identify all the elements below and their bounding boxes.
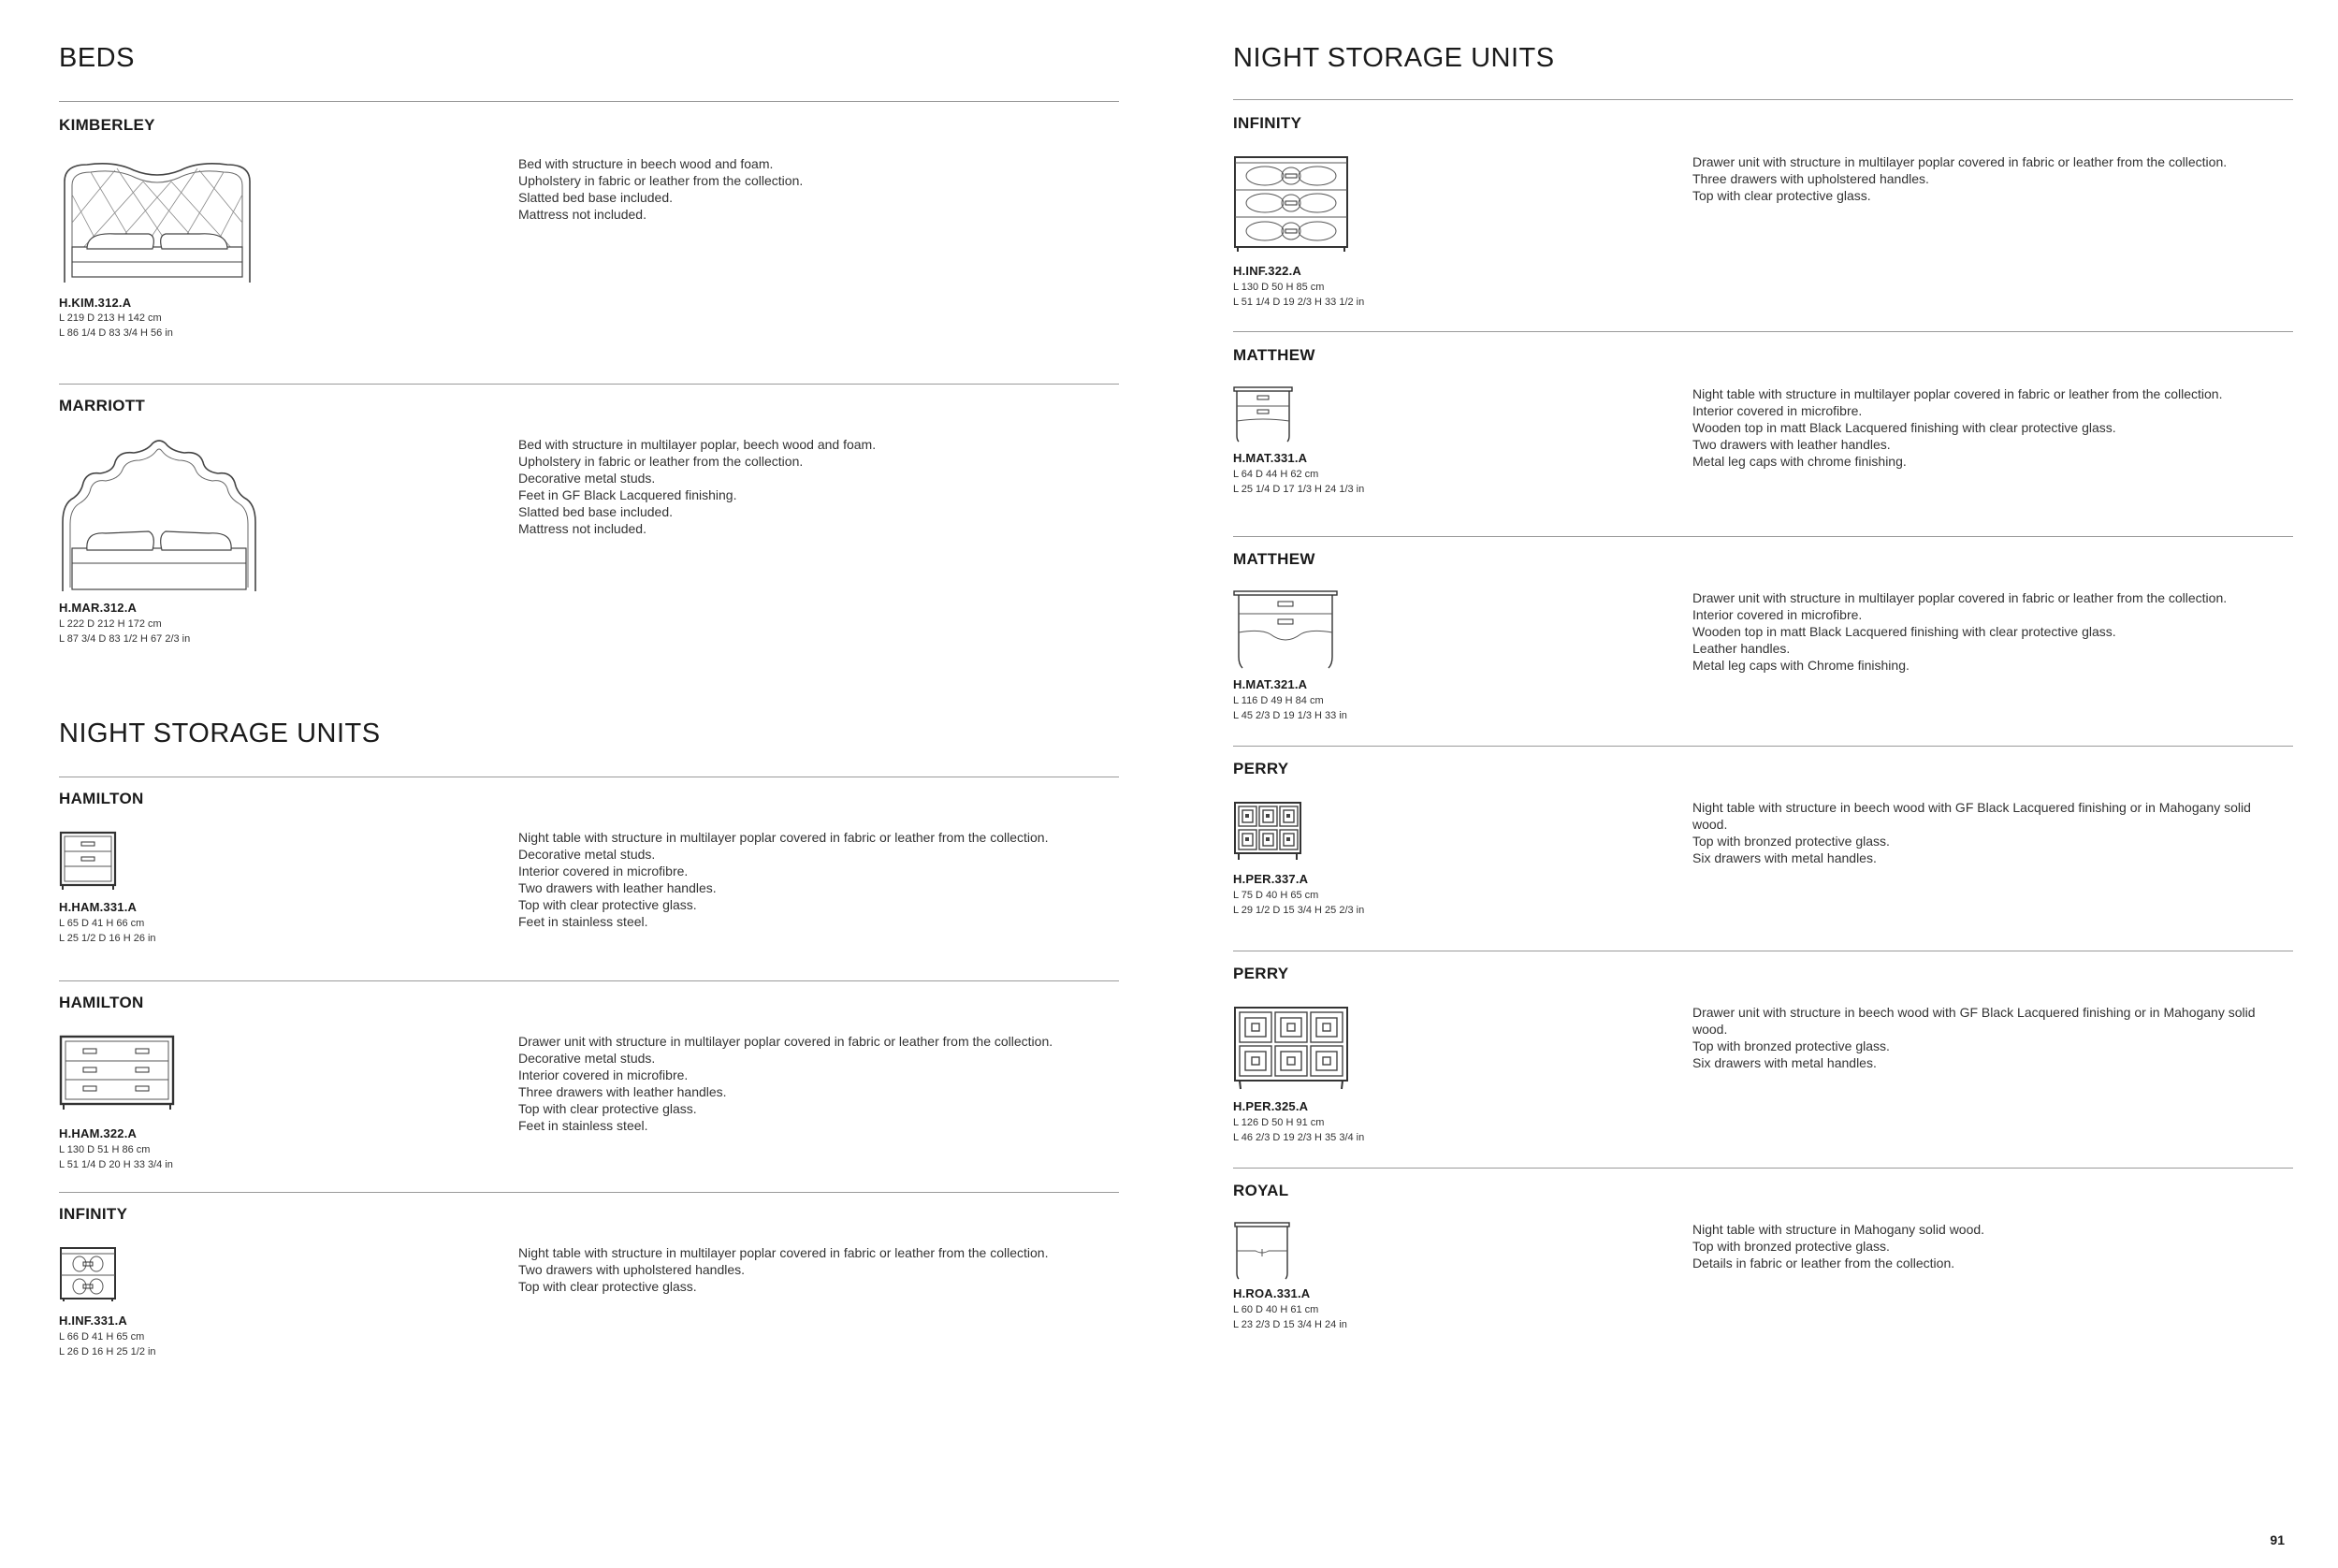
divider xyxy=(59,1192,1119,1193)
divider xyxy=(1233,746,2293,747)
dimensions-cm: L 130 D 51 H 86 cm xyxy=(59,1144,151,1155)
divider xyxy=(1233,536,2293,537)
product-code: H.MAT.331.A xyxy=(1233,451,1308,465)
drawer-unit-icon xyxy=(59,1035,177,1111)
product-name: INFINITY xyxy=(59,1205,128,1223)
curved-night-table-icon xyxy=(1233,385,1293,443)
divider xyxy=(1233,1168,2293,1169)
product-code: H.HAM.322.A xyxy=(59,1126,138,1140)
dimensions-cm: L 116 D 49 H 84 cm xyxy=(1233,695,1324,706)
royal-night-table-icon xyxy=(1233,1221,1293,1281)
page-number: 91 xyxy=(2270,1532,2285,1547)
bed-arched-icon xyxy=(59,438,259,593)
product-code: H.PER.337.A xyxy=(1233,872,1309,886)
product-code: H.INF.331.A xyxy=(59,1314,128,1328)
dimensions-in: L 87 3/4 D 83 1/2 H 67 2/3 in xyxy=(59,633,191,645)
product-name: PERRY xyxy=(1233,760,1289,777)
product-description: Drawer unit with structure in multilayer poplar covered in fabric or leather from the collection. Three drawers with upholstered handles. Top with clear protective glass. xyxy=(1692,154,2228,203)
dimensions-cm: L 219 D 213 H 142 cm xyxy=(59,312,162,324)
product-name: PERRY xyxy=(1233,965,1289,982)
product-name: HAMILTON xyxy=(59,994,144,1011)
product-description: Night table with structure in multilayer poplar covered in fabric or leather from the collection. Decorative metal studs. Interior covered in microfibre. Two drawers with leather handles. Top with clear protective glass. Feet in stainless steel. xyxy=(518,830,1049,929)
dimensions-in: L 25 1/4 D 17 1/3 H 24 1/3 in xyxy=(1233,484,1365,495)
product-name: KIMBERLEY xyxy=(59,116,155,134)
product-name: MATTHEW xyxy=(1233,346,1315,364)
product-code: H.ROA.331.A xyxy=(1233,1286,1311,1300)
dimensions-cm: L 130 D 50 H 85 cm xyxy=(1233,282,1325,293)
product-name: MATTHEW xyxy=(1233,550,1315,568)
dimensions-cm: L 75 D 40 H 65 cm xyxy=(1233,890,1319,901)
product-code: H.PER.325.A xyxy=(1233,1099,1309,1113)
dimensions-in: L 29 1/2 D 15 3/4 H 25 2/3 in xyxy=(1233,905,1365,916)
product-code: H.MAR.312.A xyxy=(59,601,138,615)
dimensions-in: L 51 1/4 D 20 H 33 3/4 in xyxy=(59,1159,173,1170)
infinity-drawer-unit-icon xyxy=(1233,155,1351,253)
product-name: HAMILTON xyxy=(59,790,144,807)
product-code: H.HAM.331.A xyxy=(59,900,138,914)
dimensions-in: L 46 2/3 D 19 2/3 H 35 3/4 in xyxy=(1233,1132,1365,1143)
product-description: Night table with structure in beech wood with GF Black Lacquered finishing or in Mahogany solid wood. Top with bronzed protective glass. Six drawers with metal handles. xyxy=(1692,800,2251,865)
dimensions-cm: L 222 D 212 H 172 cm xyxy=(59,618,162,630)
divider xyxy=(1233,99,2293,100)
section-title-night-storage: NIGHT STORAGE UNITS xyxy=(1233,43,1555,73)
grid-drawer-unit-icon xyxy=(1233,1006,1351,1090)
dimensions-cm: L 126 D 50 H 91 cm xyxy=(1233,1117,1325,1128)
product-name: INFINITY xyxy=(1233,114,1302,132)
dimensions-in: L 86 1/4 D 83 3/4 H 56 in xyxy=(59,327,173,339)
product-description: Drawer unit with structure in beech wood with GF Black Lacquered finishing or in Mahogany solid wood. Top with bronzed protective glass. Six drawers with metal handles. xyxy=(1692,1005,2256,1070)
product-description: Drawer unit with structure in multilayer poplar covered in fabric or leather from the collection. Interior covered in microfibre. Wooden top in matt Black Lacquered finishing with clear protective glass. Leather handles. Metal leg caps with Chrome finishing. xyxy=(1692,590,2228,673)
bed-quilted-icon xyxy=(59,157,255,284)
dimensions-in: L 45 2/3 D 19 1/3 H 33 in xyxy=(1233,710,1347,721)
dimensions-in: L 25 1/2 D 16 H 26 in xyxy=(59,933,156,944)
section-title-beds: BEDS xyxy=(59,43,135,73)
product-description: Night table with structure in multilayer poplar covered in fabric or leather from the collection. Two drawers with upholstered handles. Top with clear protective glass. xyxy=(518,1245,1049,1294)
dimensions-cm: L 60 D 40 H 61 cm xyxy=(1233,1304,1319,1315)
dimensions-cm: L 65 D 41 H 66 cm xyxy=(59,918,145,929)
section-title-night-storage: NIGHT STORAGE UNITS xyxy=(59,719,381,748)
product-description: Bed with structure in beech wood and foam. Upholstery in fabric or leather from the collection. Slatted bed base included. Mattress not included. xyxy=(518,156,804,222)
dimensions-in: L 26 D 16 H 25 1/2 in xyxy=(59,1346,156,1357)
dimensions-cm: L 66 D 41 H 65 cm xyxy=(59,1331,145,1343)
divider xyxy=(1233,331,2293,332)
dimensions-cm: L 64 D 44 H 62 cm xyxy=(1233,469,1319,480)
infinity-night-table-icon xyxy=(59,1246,119,1302)
divider xyxy=(59,101,1119,102)
product-description: Bed with structure in multilayer poplar, beech wood and foam. Upholstery in fabric or leather from the collection. Decorative metal studs. Feet in GF Black Lacquered finishing. Slatted bed base included. Mattress not included. xyxy=(518,437,877,536)
grid-night-table-icon xyxy=(1233,801,1304,861)
product-description: Night table with structure in Mahogany solid wood. Top with bronzed protective glass. Details in fabric or leather from the collection. xyxy=(1692,1222,1985,1270)
product-name: ROYAL xyxy=(1233,1182,1289,1199)
product-code: H.MAT.321.A xyxy=(1233,677,1308,691)
product-code: H.INF.322.A xyxy=(1233,264,1302,278)
product-name: MARRIOTT xyxy=(59,397,146,414)
curved-drawer-unit-icon xyxy=(1233,589,1338,670)
product-description: Night table with structure in multilayer poplar covered in fabric or leather from the collection. Interior covered in microfibre. Wooden top in matt Black Lacquered finishing with clear protective glass. Two drawers with leather handles. Metal leg caps with chrome finishing. xyxy=(1692,386,2223,469)
divider xyxy=(59,980,1119,981)
product-description: Drawer unit with structure in multilayer poplar covered in fabric or leather from the collection. Decorative metal studs. Interior covered in microfibre. Three drawers with leather handles. Top with clear protective glass. Feet in stainless steel. xyxy=(518,1034,1053,1133)
dimensions-in: L 23 2/3 D 15 3/4 H 24 in xyxy=(1233,1319,1347,1330)
dimensions-in: L 51 1/4 D 19 2/3 H 33 1/2 in xyxy=(1233,297,1365,308)
night-table-icon xyxy=(59,831,119,891)
product-code: H.KIM.312.A xyxy=(59,296,132,310)
divider xyxy=(59,384,1119,385)
